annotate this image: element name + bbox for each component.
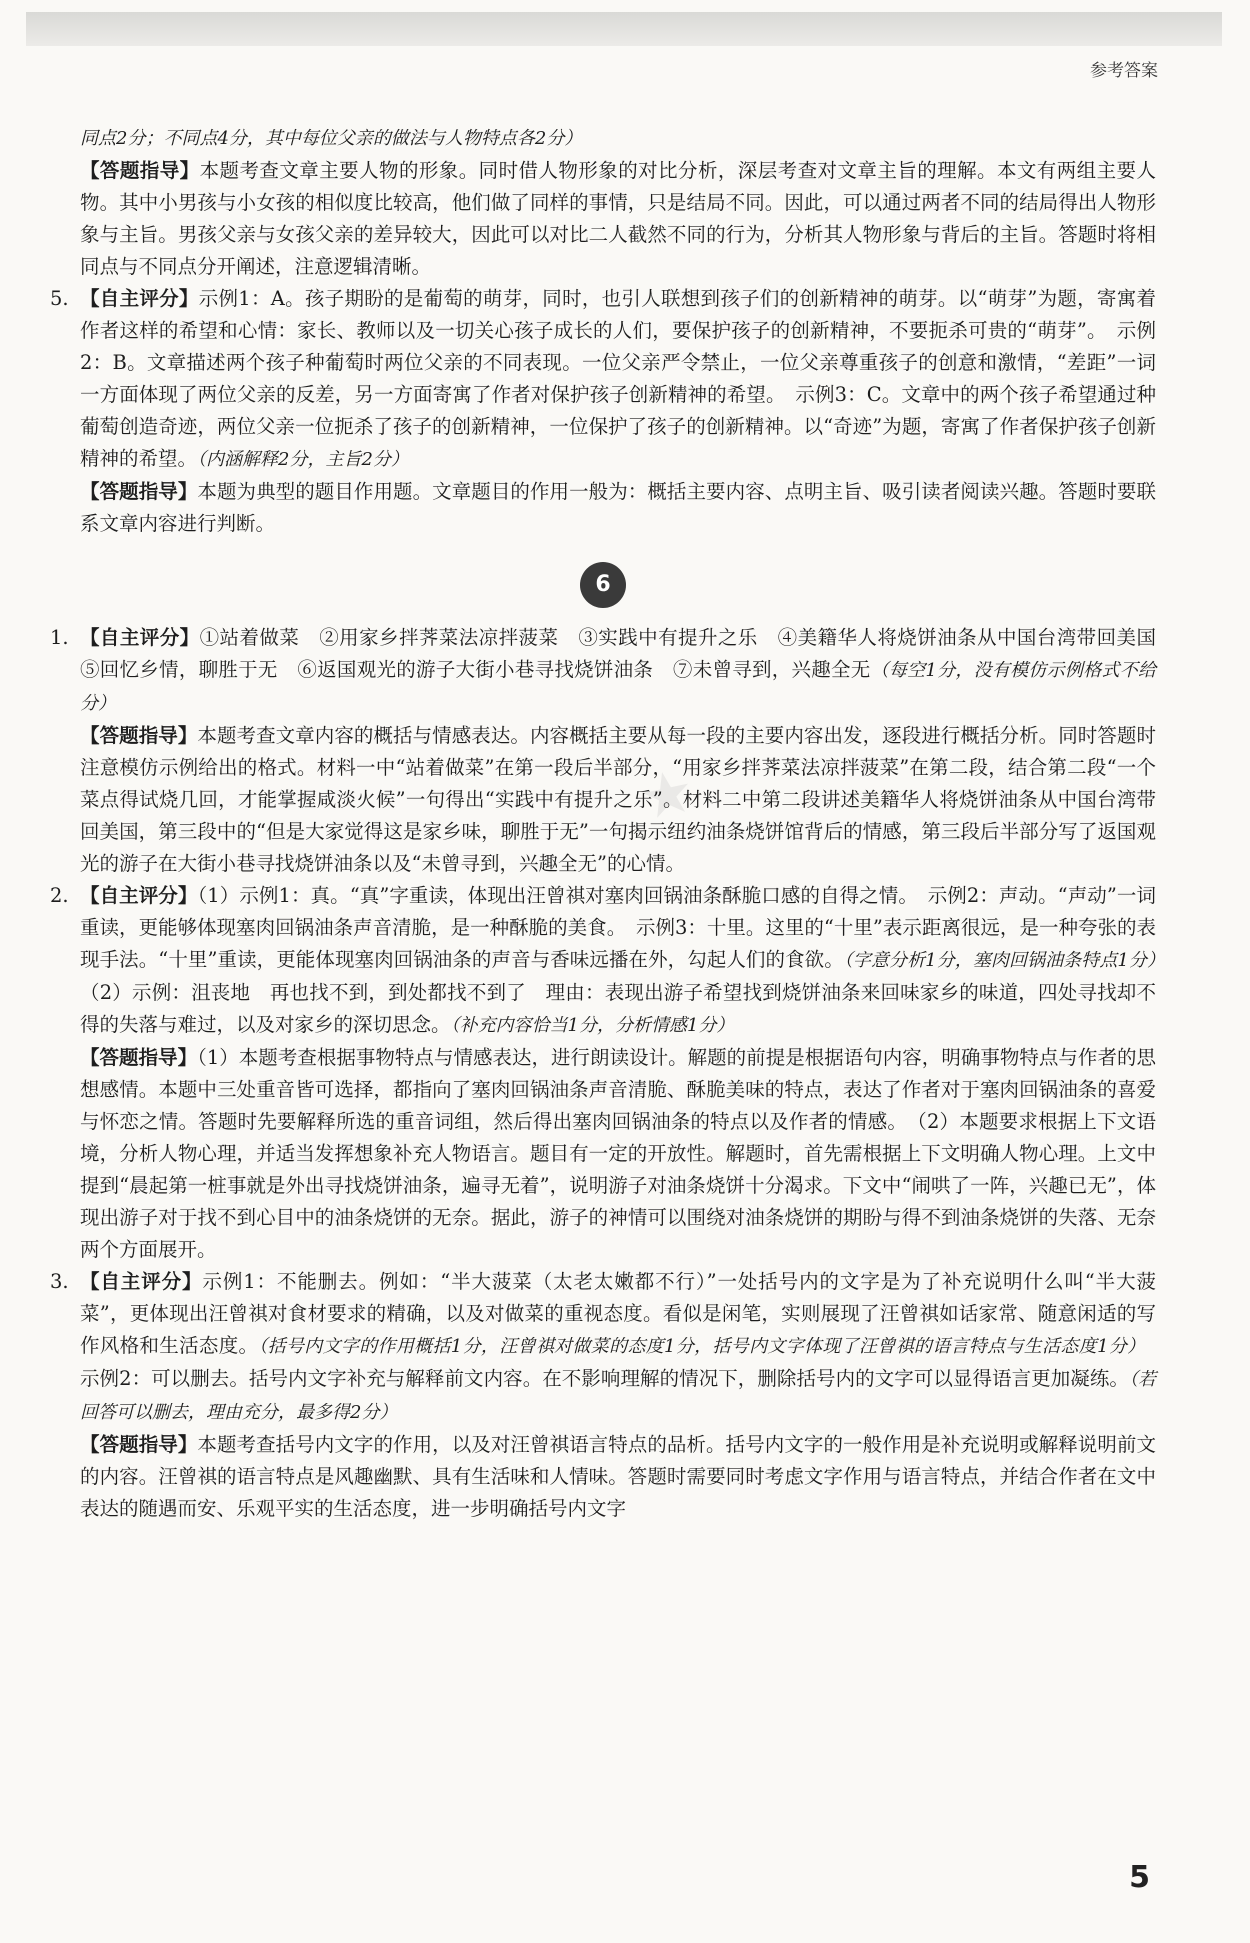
- s6-q2-guide: [80, 1042, 1156, 1266]
- s6-q2-guide-text: （1）本题考查根据事物特点与情感表达，进行朗读设计。解题的前提是根据语句内容，明确事物特点与作者的思想感情。本题中三处重音皆可选择，都指向了塞肉回锅油条声音清脆、酥脆美味的特点，表达了作者对于塞肉回锅油条的喜爱与怀恋之情。答题时先要解释所选的重音词组，然后得出塞肉回锅油条的特点以及作者的情感。 （2）本题要求根据上下文语境，分析人物心理，并适当发挥想象补充人物语言。题目有一定的开放性。解题时，首先需根据上下文明确人物心理。上文中提到“晨起第一桩事就是外出寻找烧饼油条，遍寻无着”，说明游子对油条烧饼十分渴求。下文中“闹哄了一阵，兴趣已无”，体现出游子对于找不到心目中的油条烧饼的无奈。据此，游子的神情可以围绕对油条烧饼的期盼与得不到油条烧饼的失落、无奈两个方面展开。: [80, 1046, 1156, 1261]
- s6-q1-answer-text: ①站着做菜 ②用家乡拌荠菜法凉拌菠菜 ③实践中有提升之乐 ④美籍华人将烧饼油条从中国台湾带回美国 ⑤回忆乡情，聊胜于无 ⑥返国观光的游子大街小巷寻找烧饼油条 ⑦未曾寻到，兴趣全无: [80, 626, 1176, 681]
- s6-q3-answer-note-2: （若回答可以删去，理由充分，最多得2分）: [80, 1369, 1156, 1423]
- s6-q2-answer-text-1: （1）示例1：真。“真”字重读，体现出汪曾祺对塞肉回锅油条酥脆口感的自得之情。 示例2：声动。“声动”一词重读，更能够体现塞肉回锅油条声音清脆，是一种酥脆的美食。 示例3：十里。这里的“十里”表示距离很远，是一种夸张的表现手法。“十里”重读，更能体现塞肉回锅油条的声音与香味远播在外，勾起人们的食欲。: [80, 884, 1156, 971]
- q5-number: 5.: [50, 287, 69, 310]
- s6-q2-answer-note-1: （字意分析1分，塞肉回锅油条特点1分）: [843, 950, 1156, 971]
- header-title: 参考答案: [1090, 61, 1158, 81]
- q5-answer-label: 【自主评分】: [80, 287, 199, 310]
- s6-q2-answer-label: 【自主评分】: [80, 884, 198, 907]
- q5-guide-label: 【答题指导】: [80, 480, 198, 503]
- s6-question-2: [50, 880, 1156, 1266]
- s6-q2-answer: [80, 880, 1156, 1042]
- s6-q3-answer-text-2: 示例2：可以删去。括号内文字补充与解释前文内容。在不影响理解的情况下，删除括号内的文字可以显得语言更加凝练。: [80, 1334, 1156, 1390]
- question-5: [50, 283, 1156, 540]
- q5-guide: [80, 476, 1156, 540]
- s6-q2-answer-text-2: （2）示例：沮丧地 再也找不到，到处都找不到了 理由：表现出游子希望找到烧饼油条来回味家乡的味道，四处寻找却不得的失落与难过，以及对家乡的深切思念。: [80, 981, 1156, 1036]
- s6-q1-answer: [80, 622, 1176, 720]
- q5-answer: [80, 283, 1156, 476]
- s6-q2-guide-label: 【答题指导】: [80, 1046, 198, 1069]
- s6-q3-guide-label: 【答题指导】: [80, 1433, 198, 1456]
- q5-answer-text: 示例1：A。孩子期盼的是葡萄的萌芽，同时，也引人联想到孩子们的创新精神的萌芽。以“萌芽”为题，寄寓着作者这样的希望和心情：家长、教师以及一切关心孩子成长的人们，要保护孩子的创新精神，不要扼杀可贵的“萌芽”。 示例2：B。文章描述两个孩子种葡萄时两位父亲的不同表现。一位父亲严令禁止，一位父亲尊重孩子的创意和激情，“差距”一词一方面体现了两位父亲的反差，另一方面寄寓了作者对保护孩子创新精神的希望。 示例3：C。文章中的两个孩子希望通过种葡萄创造奇迹，两位父亲一位扼杀了孩子的创新精神，一位保护了孩子的创新精神。以“奇迹”为题，寄寓了作者保护孩子创新精神的希望。: [80, 287, 1156, 470]
- s6-q3-answer-text-1: 示例1：不能删去。例如：“半大菠菜（太老太嫩都不行）”一处括号内的文字是为了补充说明什么叫“半大菠菜”，更体现出汪曾祺对食材要求的精确，以及对做菜的重视态度。看似是闲笔，实则展现了汪曾祺如话家常、随意闲适的写作风格和生活态度。: [80, 1270, 1156, 1357]
- s6-q1-guide-text: 本题考查文章内容的概括与情感表达。内容概括主要从每一段的主要内容出发，逐段进行概括分析。同时答题时注意模仿示例给出的格式。材料一中“站着做菜”在第一段后半部分，“用家乡拌荠菜法凉拌菠菜”在第二段，结合第二段“一个菜点得试烧几回，才能掌握咸淡火候”一句得出“实践中有提升之乐”。材料二中第二段讲述美籍华人将烧饼油条从中国台湾带回美国，第三段中的“但是大家觉得这是家乡味，聊胜于无”一句揭示纽约油条烧饼馆背后的情感，第三段后半部分写了返国观光的游子在大街小巷寻找烧饼油条以及“未曾寻到，兴趣全无”的心情。: [80, 724, 1156, 875]
- q4-guide: [50, 155, 1156, 283]
- q5-answer-note: （内涵解释2分，主旨2分）: [197, 449, 409, 470]
- section-number-badge: 6: [580, 562, 626, 608]
- s6-question-3: [50, 1266, 1156, 1525]
- watermark: ★: [633, 755, 701, 835]
- s6-q1-guide-label: 【答题指导】: [80, 724, 198, 747]
- s6-q3-answer: [80, 1266, 1156, 1429]
- s6-q1-answer-note: （每空1分，没有模仿示例格式不给分）: [80, 660, 1156, 714]
- s6-q3-answer-note-1: （括号内文字的作用概括1分，汪曾祺对做菜的态度1分，括号内文字体现了汪曾祺的语言特点与生活态度1分）: [258, 1336, 1137, 1357]
- s6-q2-answer-note-2: （补充内容恰当1分，分析情感1分）: [450, 1015, 735, 1036]
- q4-scoring-note-text: 同点2分；不同点4分，其中每位父亲的做法与人物特点各2分）: [80, 128, 583, 149]
- s6-q3-answer-label: 【自主评分】: [80, 1270, 203, 1293]
- answer-content: [50, 122, 1176, 1525]
- top-shadow-band: [26, 12, 1222, 46]
- s6-question-1: [50, 622, 1176, 880]
- q5-guide-text: 本题为典型的题目作用题。文章题目的作用一般为：概括主要内容、点明主旨、吸引读者阅读兴趣。答题时要联系文章内容进行判断。: [80, 480, 1156, 535]
- s6-q1-guide: [80, 720, 1156, 880]
- s6-q1-answer-label: 【自主评分】: [80, 626, 200, 649]
- s6-q3-number: 3.: [50, 1270, 69, 1293]
- page-number: 5: [1129, 1860, 1150, 1895]
- s6-q3-guide-text: 本题考查括号内文字的作用，以及对汪曾祺语言特点的品析。括号内文字的一般作用是补充说明或解释说明前文的内容。汪曾祺的语言特点是风趣幽默、具有生活味和人情味。答题时需要同时考虑文字作用与语言特点，并结合作者在文中表达的随遇而安、乐观平实的生活态度，进一步明确括号内文字: [80, 1433, 1156, 1520]
- s6-q3-guide: [80, 1429, 1156, 1525]
- q4-scoring-note: [50, 122, 1156, 155]
- s6-q2-number: 2.: [50, 884, 69, 907]
- q4-guide-label: 【答题指导】: [80, 159, 200, 182]
- s6-q1-number: 1.: [50, 626, 69, 649]
- q4-guide-text: 本题考查文章主要人物的形象。同时借人物形象的对比分析，深层考查对文章主旨的理解。本文有两组主要人物。其中小男孩与小女孩的相似度比较高，他们做了同样的事情，只是结局不同。因此，可以通过两者不同的结局得出人物形象与主旨。男孩父亲与女孩父亲的差异较大，因此可以对比二人截然不同的行为，分析其人物形象与背后的主旨。答题时将相同点与不同点分开阐述，注意逻辑清晰。: [80, 159, 1156, 278]
